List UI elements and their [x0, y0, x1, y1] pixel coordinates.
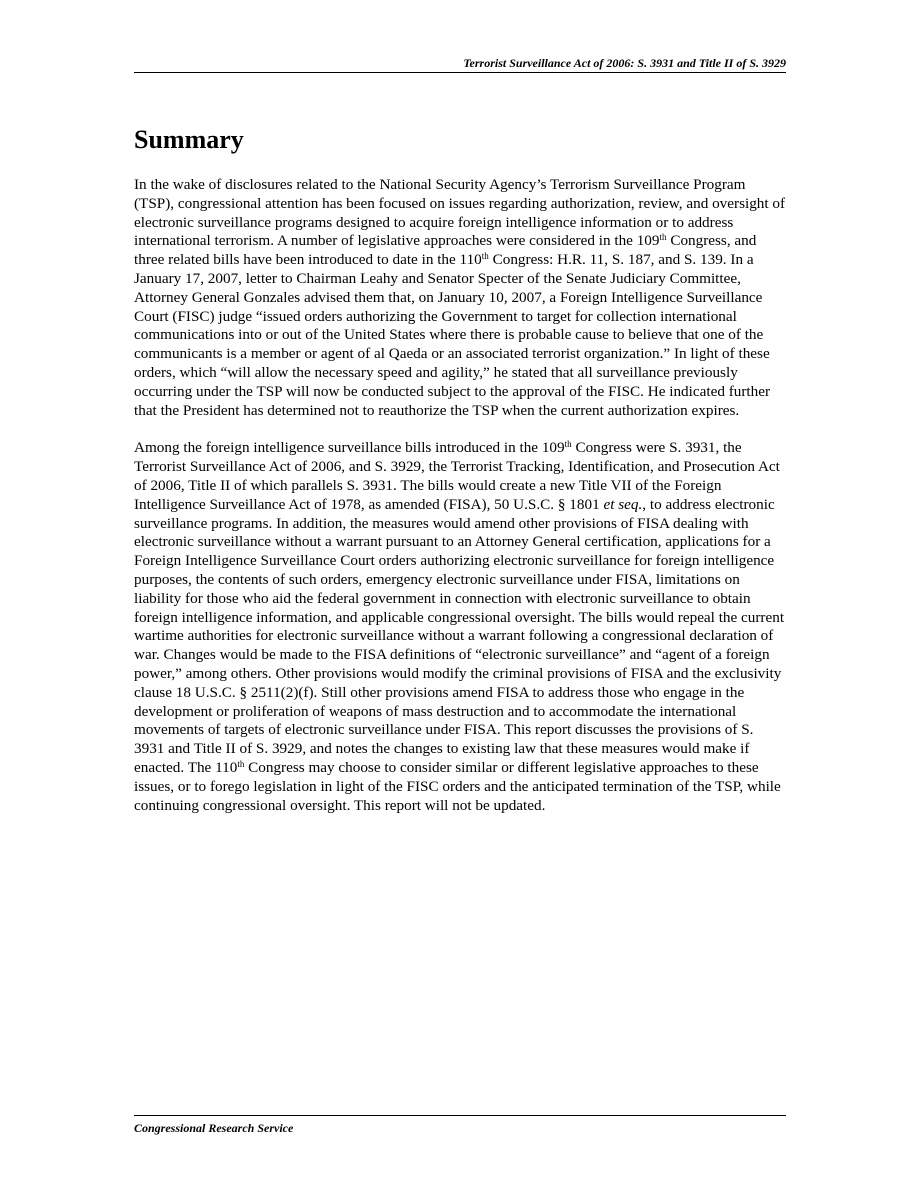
footer-divider	[134, 1115, 786, 1116]
paragraph-1-text-b: Congress, and three related bills have been introduced to date in the 110	[134, 232, 757, 269]
header-divider	[134, 72, 786, 73]
ordinal-suffix: th	[237, 758, 245, 769]
paragraph-2-text-a: Among the foreign intelligence surveillance bills introduced in the 109	[134, 439, 565, 457]
paragraph-1-text-c: Congress: H.R. 11, S. 187, and S. 139. In a January 17, 2007, letter to Chairman Leahy and Senator Specter of the Senate Judiciary Committee, Attorney General Gonzales advised them that, on January 10, 2007, a Foreign Intelligence Surveillance Court (FISC) judge “issued orders authorizing the Government to target for collection international communications into or out of the United States where there is probable cause to believe that one of the communicants is a member or agent of al Qaeda or an associated terrorist organization.” In light of these orders, which “will allow the necessary speed and agility,” he stated that all surveillance previously occurring under the TSP will now be conducted subject to the approval of the FISC. He indicated further that the President has determined not to reauthorize the TSP when the current authorization expires.	[134, 251, 771, 419]
latin-abbreviation: et seq.	[603, 495, 643, 513]
running-header: Terrorist Surveillance Act of 2006: S. 3931 and Title II of S. 3929	[463, 56, 786, 70]
ordinal-suffix: th	[659, 232, 667, 243]
paragraph-2-text-d: Congress may choose to consider similar or different legislative approaches to these issues, or to forego legislation in light of the FISC orders and the anticipated termination of the TSP, while continuing congressional oversight. This report will not be updated.	[134, 758, 781, 814]
summary-body	[134, 176, 786, 834]
section-title: Summary	[134, 125, 244, 154]
paragraph-1-text-a: In the wake of disclosures related to the National Security Agency’s Terrorism Surveillance Program (TSP), congressional attention has been focused on issues regarding authorization, review, and oversight of electronic surveillance programs designed to acquire foreign intelligence information or to address international terrorism. A number of legislative approaches were considered in the 109	[134, 176, 786, 250]
summary-paragraph-1	[134, 176, 786, 420]
summary-paragraph-2	[134, 439, 786, 815]
paragraph-2-text-c: , to address electronic surveillance programs. In addition, the measures would amend other provisions of FISA dealing with electronic surveillance without a warrant pursuant to an Attorney General certification, applications for a Foreign Intelligence Surveillance Court orders authorizing electronic surveillance for foreign intelligence purposes, the contents of such orders, emergency electronic surveillance under FISA, limitations on liability for those who aid the federal government in connection with electronic surveillance to obtain foreign intelligence information, and applicable congressional oversight. The bills would repeal the current wartime authorities for electronic surveillance without a warrant following a congressional declaration of war. Changes would be made to the FISA definitions of “electronic surveillance” and “agent of a foreign power,” among others. Other provisions would modify the criminal provisions of FISA and the exclusivity clause 18 U.S.C. § 2511(2)(f). Still other provisions amend FISA to address those who engage in the development or proliferation of weapons of mass destruction and to accommodate the international movements of targets of electronic surveillance under FISA. This report discusses the provisions of S. 3931 and Title II of S. 3929, and notes the changes to existing law that these measures would make if enacted. The 110	[134, 495, 785, 776]
running-footer: Congressional Research Service	[134, 1121, 294, 1135]
paragraph-2-text-b: Congress were S. 3931, the Terrorist Surveillance Act of 2006, and S. 3929, the Terrorist Tracking, Identification, and Prosecution Act of 2006, Title II of which parallels S. 3931. The bills would create a new Title VII of the Foreign Intelligence Surveillance Act of 1978, as amended (FISA), 50 U.S.C. § 1801	[134, 439, 780, 513]
ordinal-suffix: th	[564, 439, 572, 450]
ordinal-suffix: th	[481, 251, 489, 262]
